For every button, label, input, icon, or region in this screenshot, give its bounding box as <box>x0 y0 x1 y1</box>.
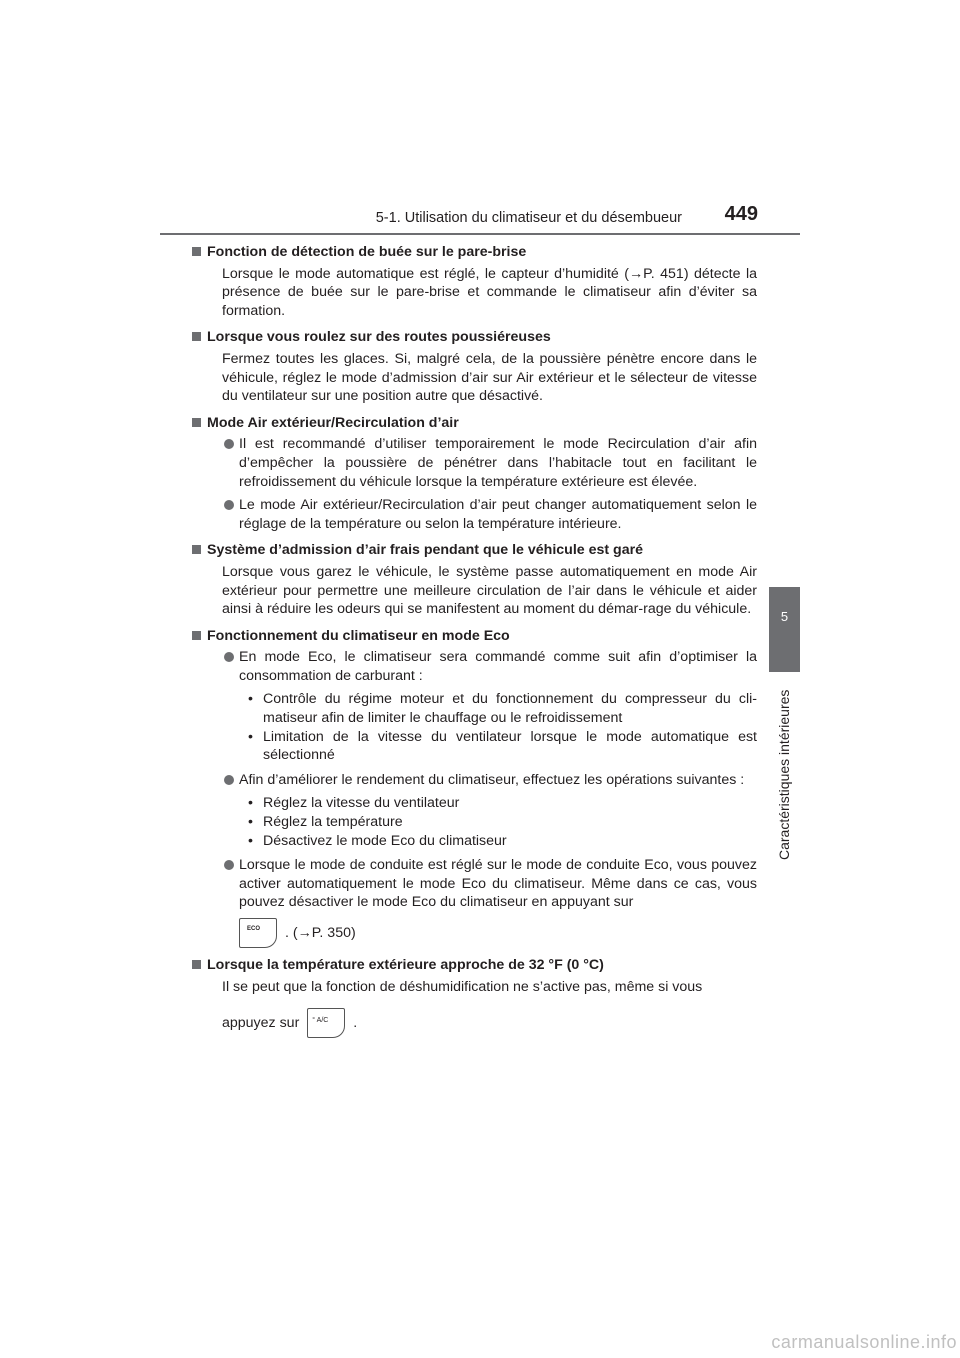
ac-button-reference: appuyez sur ° A/C . <box>222 1008 757 1038</box>
chapter-title: 5-1. Utilisation du climatiseur et du désembueur <box>375 210 682 226</box>
chapter-tab <box>769 587 800 672</box>
section-eco-mode <box>207 627 757 948</box>
round-bullet-icon <box>224 652 234 662</box>
sub-list-item: • Contrôle du régime moteur et du fonctionnement du compresseur du cli-matiseur afin de limiter le chauffage ou le refroidissement <box>248 691 757 727</box>
section-text: Il se peut que la fonction de déshumidification ne s’active pas, même si vous <box>222 978 703 995</box>
round-bullet-icon <box>224 500 234 510</box>
square-bullet-icon <box>192 332 201 341</box>
chapter-tab-label-box <box>772 682 796 882</box>
section-heading: Fonction de détection de buée sur le pare-brise <box>189 243 732 262</box>
watermark: carmanualsonline.info <box>771 1332 957 1352</box>
page-number: 449 <box>724 203 758 225</box>
sub-list-item: • Réglez la température <box>248 814 403 831</box>
section-text: Lorsque le mode automatique est réglé, le capteur d’humidité (→P. 451) détecte la présence de buée sur le pare-brise et commande le climatiseur afin d’éviter sa formation. <box>222 265 757 319</box>
section-parked-intake <box>207 541 757 618</box>
sub-list-item: • Limitation de la vitesse du ventilateur lorsque le mode automatique est sélectionné <box>248 728 757 764</box>
page-content <box>207 243 757 1046</box>
section-defog <box>207 243 757 320</box>
list-item: Le mode Air extérieur/Recirculation d’air peut changer automatiquement selon le réglage de la température ou selon la température intérieure. <box>222 496 757 533</box>
round-bullet-icon <box>224 860 234 870</box>
square-bullet-icon <box>192 545 201 554</box>
square-bullet-icon <box>192 631 201 640</box>
section-heading: Fonctionnement du climatiseur en mode Eco <box>189 627 732 646</box>
sub-list-item: • Réglez la vitesse du ventilateur <box>248 795 460 812</box>
page-reference: . (→P. 350) <box>285 924 356 941</box>
chapter-tab-label: Caractéristiques intérieures <box>776 689 792 860</box>
header-rule <box>160 233 800 235</box>
section-low-temp <box>207 956 750 1038</box>
eco-button-reference <box>239 918 757 948</box>
list-item: Il est recommandé d’utiliser temporairement le mode Recirculation d’air afin d’empêcher la poussière de pénétrer dans l’habitacle tout en facilitant le refroidissement du véhicule lorsque la température extérieure est élevée. <box>222 435 757 491</box>
chapter-tab-number: 5 <box>780 609 789 624</box>
section-heading: Lorsque vous roulez sur des routes poussiéreuses <box>189 328 732 347</box>
list-item: En mode Eco, le climatiseur sera commandé comme suit afin d’optimiser la consommation de carburant : • Contrôle du régime moteur et du fonctionnement du compresseur du cli-matiseur afin de limiter le chauffage ou le refroidissement • Limitation de la vitesse du ventilateur lorsque le mode automatique est sélectionné <box>222 648 757 765</box>
eco-button-icon: ECO <box>239 918 277 948</box>
square-bullet-icon <box>192 418 201 427</box>
section-text: Fermez toutes les glaces. Si, malgré cela, de la poussière pénètre encore dans le véhicule, réglez le mode d’admission d’air sur Air extérieur et le sélecteur de vitesse du ventilateur sur une position autre que désactivé. <box>222 350 757 405</box>
section-heading: Lorsque la température extérieure approche de 32 °F (0 °C) <box>189 956 732 975</box>
square-bullet-icon <box>192 960 201 969</box>
sub-list <box>239 690 757 764</box>
sub-list <box>239 794 757 850</box>
list-item: Lorsque le mode de conduite est réglé sur le mode de conduite Eco, vous pouvez activer automatiquement le mode Eco du climatiseur. Même dans ce cas, vous pouvez désactiver le mode Eco du climatiseur en appuyant sur ECO . (→P. 350) <box>222 856 757 948</box>
section-text: Lorsque vous garez le véhicule, le système passe automatiquement en mode Air extérieur pour permettre une meilleure circulation de l’air dans le véhicule et aider ainsi à réduire les odeurs qui se manifestent au moment du démar-rage du véhicule. <box>222 563 757 618</box>
section-dusty-roads <box>207 328 757 405</box>
list-item: Afin d’améliorer le rendement du climatiseur, effectuez les opérations suivantes : • Réglez la vitesse du ventilateur • Réglez la température • Désactivez le mode Eco du climatiseur <box>222 771 757 850</box>
round-bullet-icon <box>224 439 234 449</box>
square-bullet-icon <box>192 247 201 256</box>
section-heading: Système d’admission d’air frais pendant que le véhicule est garé <box>189 541 732 560</box>
round-bullet-icon <box>224 775 234 785</box>
sub-list-item: • Désactivez le mode Eco du climatiseur <box>248 832 507 849</box>
section-heading: Mode Air extérieur/Recirculation d’air <box>189 414 732 433</box>
ac-button-icon: ° A/C <box>307 1008 345 1038</box>
section-air-mode <box>207 414 757 534</box>
